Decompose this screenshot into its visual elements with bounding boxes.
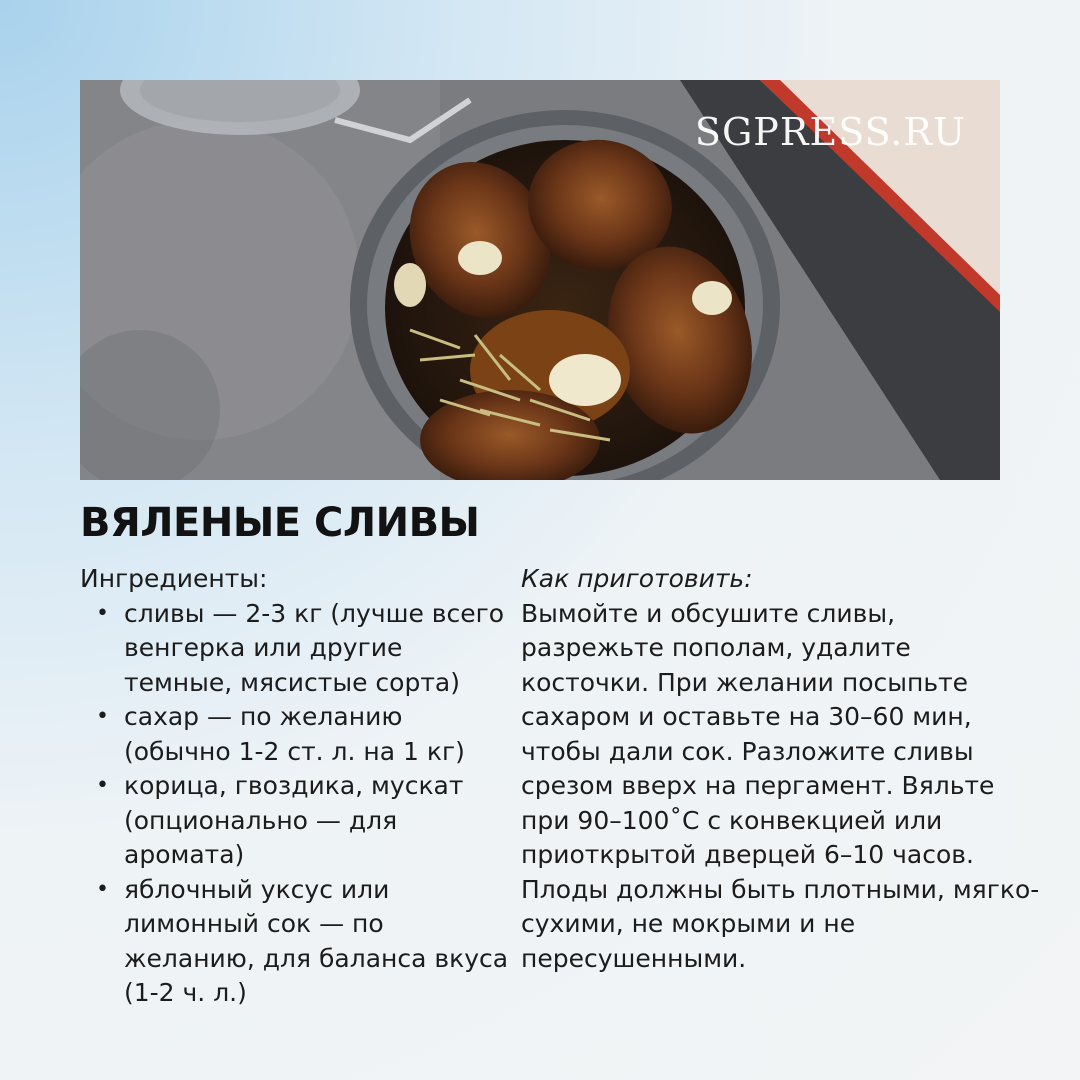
ingredients-list [80, 597, 510, 1011]
method-text: Вымойте и обсушите сливы, разрежьте пополам, удалите косточки. При желании посыпьте сахаром и оставьте на 30–60 мин, чтобы дали сок. Разложите сливы срезом вверх на пергамент. Вяльте при 90–100˚С с конвекцией или приоткрытой дверцей 6–10 часов. Плоды должны быть плотными, мягко-сухими, не мокрыми и не пересушенными. [521, 598, 1040, 973]
recipe-photo [80, 80, 1000, 480]
ingredient-text: корица, гвоздика, мускат (опционально — для аромата) [124, 771, 464, 869]
list-item [80, 769, 510, 873]
bullet-icon: • [96, 773, 109, 798]
list-item [80, 700, 510, 769]
ingredient-text: сливы — 2-3 кг (лучше всего венгерка или другие темные, мясистые сорта) [124, 598, 505, 697]
watermark: SGPRESS.RU [694, 110, 966, 154]
ingredients-heading: Ингредиенты: [80, 564, 268, 593]
bullet-icon: • [96, 876, 109, 902]
ingredients-section [80, 562, 510, 1011]
method-section [521, 562, 1041, 976]
bullet-icon: • [96, 704, 109, 729]
bullet-icon: • [96, 600, 109, 626]
ingredient-text: яблочный уксус или лимонный сок — по желанию, для баланса вкуса (1-2 ч. л.) [124, 874, 509, 1007]
ingredient-text: сахар — по желанию (обычно 1-2 ст. л. на 1 кг) [124, 702, 465, 766]
method-heading: Как приготовить: [521, 564, 753, 593]
list-item [80, 873, 510, 1011]
recipe-title: ВЯЛЕНЫЕ СЛИВЫ [80, 500, 480, 546]
list-item [80, 597, 510, 701]
